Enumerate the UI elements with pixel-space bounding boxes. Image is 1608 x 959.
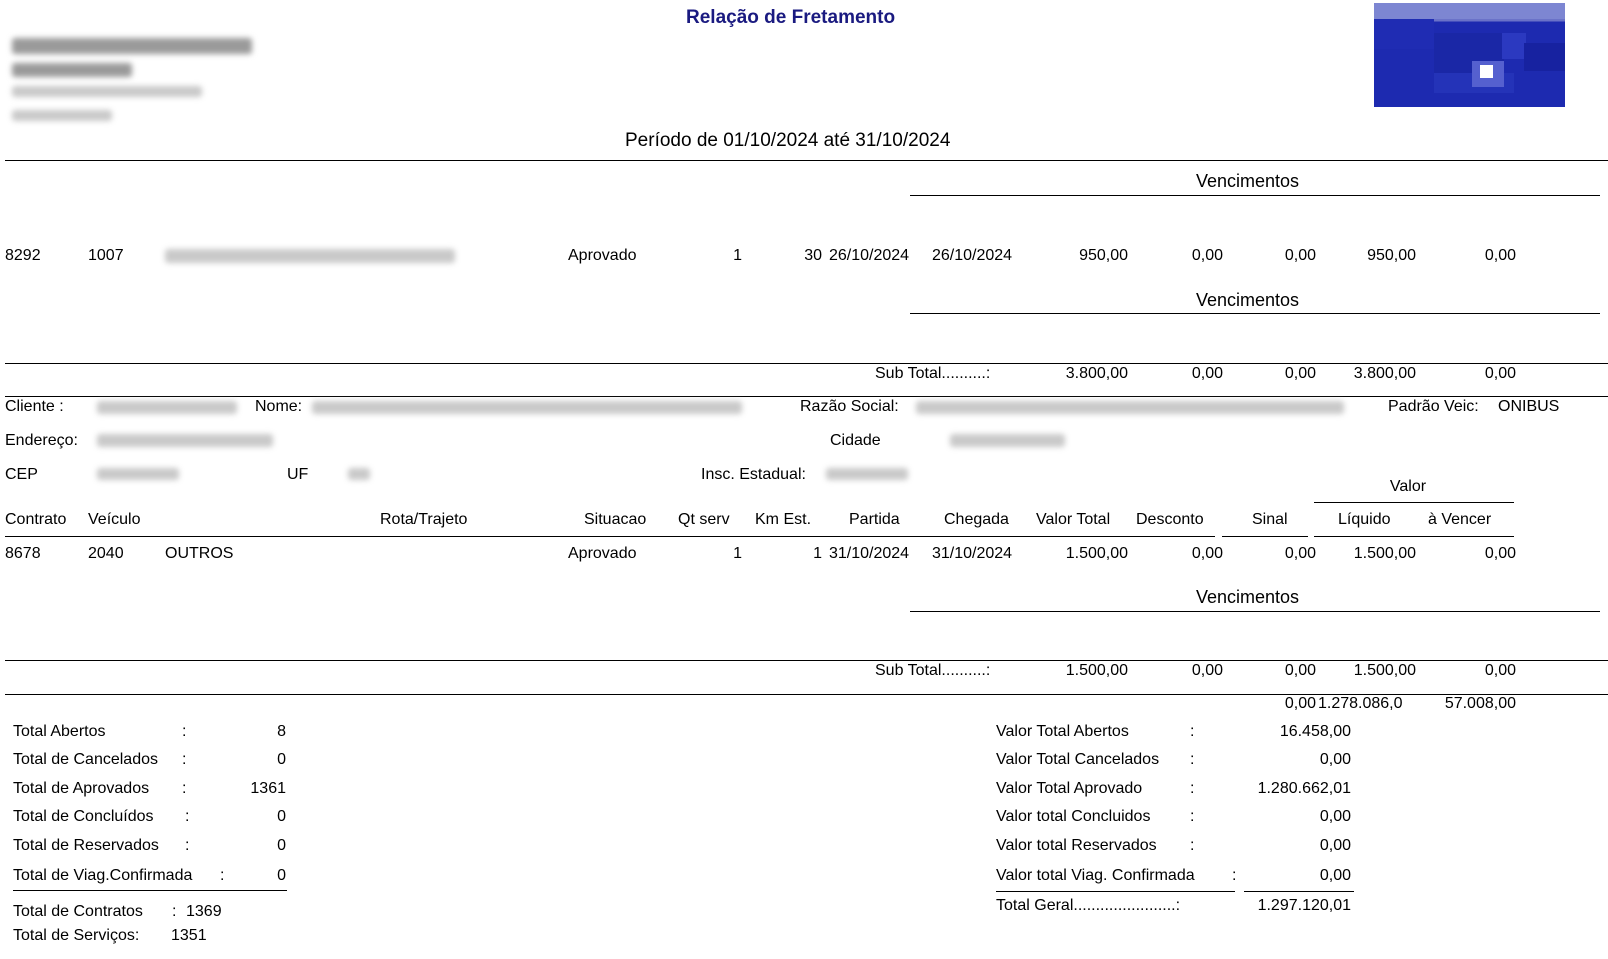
- col-qt-serv: Qt serv: [678, 511, 730, 528]
- total-geral-value: 1.297.120,01: [1257, 897, 1351, 914]
- total-label: Valor Total Abertos: [996, 723, 1129, 740]
- total-label: Valor Total Aprovado: [996, 780, 1143, 797]
- razao-social-label: Razão Social:: [800, 398, 899, 415]
- insc-estadual-redacted: [826, 468, 908, 480]
- valor-group-underline: [1314, 502, 1514, 503]
- valor-group-header: Valor: [1389, 478, 1427, 495]
- route-redacted: [165, 249, 455, 263]
- cell-a-vencer: 0,00: [1484, 545, 1516, 562]
- cell-veiculo: 2040: [88, 545, 124, 562]
- cell-liquido: 1.500,00: [1353, 545, 1416, 562]
- total-value: 0,00: [1319, 837, 1351, 854]
- cell-a-vencer: 0,00: [1484, 247, 1516, 264]
- col-liquido: Líquido: [1338, 511, 1391, 528]
- grand-liquido: 1.278.086,0: [1318, 695, 1403, 712]
- total-value: 0: [277, 808, 286, 825]
- uf-redacted: [348, 468, 370, 480]
- subtotal-valor-total: 3.800,00: [1065, 365, 1128, 382]
- cell-partida: 26/10/2024: [829, 247, 910, 264]
- col-desconto: Desconto: [1136, 511, 1204, 528]
- subtotal-a-vencer: 0,00: [1484, 365, 1516, 382]
- vencimentos-header: Vencimentos: [1196, 290, 1300, 310]
- cell-desconto: 0,00: [1191, 545, 1223, 562]
- total-colon: :: [185, 837, 190, 854]
- col-a-vencer: à Vencer: [1428, 511, 1492, 528]
- left-totals-divider: [13, 890, 287, 891]
- endereco-label: Endereço:: [5, 432, 78, 449]
- cell-situacao: Aprovado: [568, 247, 637, 264]
- company-name-redacted: [12, 38, 252, 54]
- total-value: 0,00: [1319, 808, 1351, 825]
- total-label: Total de Contratos: [13, 903, 143, 920]
- col-partida: Partida: [849, 511, 900, 528]
- cell-contrato: 8678: [5, 545, 41, 562]
- total-colon: :: [172, 903, 177, 920]
- col-situacao: Situacao: [584, 511, 647, 528]
- cell-valor-total: 1.500,00: [1065, 545, 1128, 562]
- grand-a-vencer: 57.008,00: [1444, 695, 1516, 712]
- cell-partida: 31/10/2024: [829, 545, 910, 562]
- total-label: Total de Serviços:: [13, 927, 140, 944]
- total-label: Total de Viag.Confirmada: [13, 867, 193, 884]
- total-label: Total Abertos: [13, 723, 106, 740]
- total-label: Total de Concluídos: [13, 808, 154, 825]
- total-label: Total de Cancelados: [13, 751, 158, 768]
- cell-chegada: 31/10/2024: [932, 545, 1013, 562]
- right-totals-divider: [996, 891, 1235, 892]
- col-valor-total: Valor Total: [1036, 511, 1111, 528]
- subtotal-divider: [5, 660, 1608, 661]
- cell-km-est: 1: [813, 545, 822, 562]
- total-label: Valor total Concluidos: [996, 808, 1151, 825]
- company-subtitle-redacted: [12, 63, 132, 77]
- cliente-label: Cliente :: [5, 398, 64, 415]
- grand-sinal: 0,00: [1284, 695, 1316, 712]
- total-colon: :: [185, 808, 190, 825]
- cell-valor-total: 950,00: [1079, 247, 1128, 264]
- total-value: 8: [277, 723, 286, 740]
- total-colon: :: [220, 867, 225, 884]
- vencimentos-header: Vencimentos: [1196, 171, 1300, 191]
- cell-contrato: 8292: [5, 247, 41, 264]
- cell-qt-serv: 1: [733, 545, 742, 562]
- header-divider: [5, 160, 1608, 161]
- padrao-veic-value: ONIBUS: [1498, 398, 1560, 415]
- subtotal-sinal: 0,00: [1284, 662, 1316, 679]
- total-value: 0,00: [1319, 867, 1351, 884]
- cliente-code-redacted: [97, 401, 237, 414]
- cell-rota: OUTROS: [165, 545, 234, 562]
- report-title: Relação de Fretamento: [686, 7, 896, 28]
- total-colon: :: [1190, 751, 1195, 768]
- company-info-redacted: [12, 86, 202, 97]
- subtotal-label: Sub Total..........:: [875, 365, 991, 382]
- total-label: Total de Aprovados: [13, 780, 150, 797]
- header-underline-valor: [1314, 536, 1514, 537]
- total-colon: :: [182, 751, 187, 768]
- insc-estadual-label: Insc. Estadual:: [701, 466, 806, 483]
- total-value: 0: [277, 837, 286, 854]
- total-value: 0: [277, 867, 286, 884]
- col-contrato: Contrato: [5, 511, 67, 528]
- subtotal-a-vencer: 0,00: [1484, 662, 1516, 679]
- report-period: Período de 01/10/2024 até 31/10/2024: [625, 130, 951, 151]
- cell-desconto: 0,00: [1191, 247, 1223, 264]
- col-veiculo: Veículo: [88, 511, 141, 528]
- vencimentos-underline: [910, 611, 1600, 612]
- subtotal-desconto: 0,00: [1191, 365, 1223, 382]
- total-colon: :: [182, 780, 187, 797]
- nome-value-redacted: [312, 401, 742, 414]
- col-chegada: Chegada: [944, 511, 1009, 528]
- cell-qt-serv: 1: [733, 247, 742, 264]
- vencimentos-header: Vencimentos: [1196, 587, 1300, 607]
- padrao-veic-label: Padrão Veic:: [1388, 398, 1479, 415]
- cep-redacted: [97, 468, 179, 480]
- cidade-label: Cidade: [830, 432, 881, 449]
- col-rota-trajeto: Rota/Trajeto: [380, 511, 468, 528]
- subtotal-sinal: 0,00: [1284, 365, 1316, 382]
- cell-veiculo: 1007: [88, 247, 124, 264]
- total-colon: :: [1190, 837, 1195, 854]
- cell-liquido: 950,00: [1367, 247, 1416, 264]
- total-geral-label: Total Geral.......................:: [996, 897, 1181, 914]
- total-colon: :: [1232, 867, 1237, 884]
- total-colon: :: [1190, 808, 1195, 825]
- header-underline-sinal: [1222, 536, 1308, 537]
- vencimentos-underline: [910, 313, 1600, 314]
- total-colon: :: [1190, 723, 1195, 740]
- subtotal-valor-total: 1.500,00: [1065, 662, 1128, 679]
- nome-label: Nome:: [255, 398, 303, 415]
- company-logo-redacted: [1374, 3, 1565, 107]
- cell-situacao: Aprovado: [568, 545, 637, 562]
- total-label: Valor total Reservados: [996, 837, 1157, 854]
- subtotal-divider: [5, 363, 1608, 364]
- col-km-est: Km Est.: [755, 511, 812, 528]
- razao-social-redacted: [916, 401, 1344, 414]
- header-underline: [5, 536, 1215, 537]
- total-colon: :: [182, 723, 187, 740]
- endereco-redacted: [97, 434, 273, 447]
- right-totals-divider-value: [1244, 891, 1354, 892]
- total-value: 1351: [171, 927, 207, 944]
- total-colon: :: [1190, 780, 1195, 797]
- cell-sinal: 0,00: [1284, 545, 1316, 562]
- subtotal-label: Sub Total..........:: [875, 662, 991, 679]
- subtotal-liquido: 3.800,00: [1353, 365, 1416, 382]
- page-info-redacted: [12, 110, 112, 121]
- uf-label: UF: [287, 466, 309, 483]
- total-value: 0: [277, 751, 286, 768]
- col-sinal: Sinal: [1252, 511, 1288, 528]
- client-divider: [5, 396, 1608, 397]
- total-value: 1369: [186, 903, 222, 920]
- total-label: Valor total Viag. Confirmada: [996, 867, 1195, 884]
- total-value: 0,00: [1319, 751, 1351, 768]
- total-value: 1361: [250, 780, 286, 797]
- vencimentos-underline: [910, 195, 1600, 196]
- cell-chegada: 26/10/2024: [932, 247, 1013, 264]
- cell-km-est: 30: [804, 247, 822, 264]
- total-label: Total de Reservados: [13, 837, 159, 854]
- total-value: 1.280.662,01: [1257, 780, 1351, 797]
- subtotal-liquido: 1.500,00: [1353, 662, 1416, 679]
- subtotal-desconto: 0,00: [1191, 662, 1223, 679]
- cidade-redacted: [950, 434, 1065, 447]
- total-label: Valor Total Cancelados: [996, 751, 1160, 768]
- total-value: 16.458,00: [1279, 723, 1351, 740]
- cell-sinal: 0,00: [1284, 247, 1316, 264]
- cep-label: CEP: [5, 466, 38, 483]
